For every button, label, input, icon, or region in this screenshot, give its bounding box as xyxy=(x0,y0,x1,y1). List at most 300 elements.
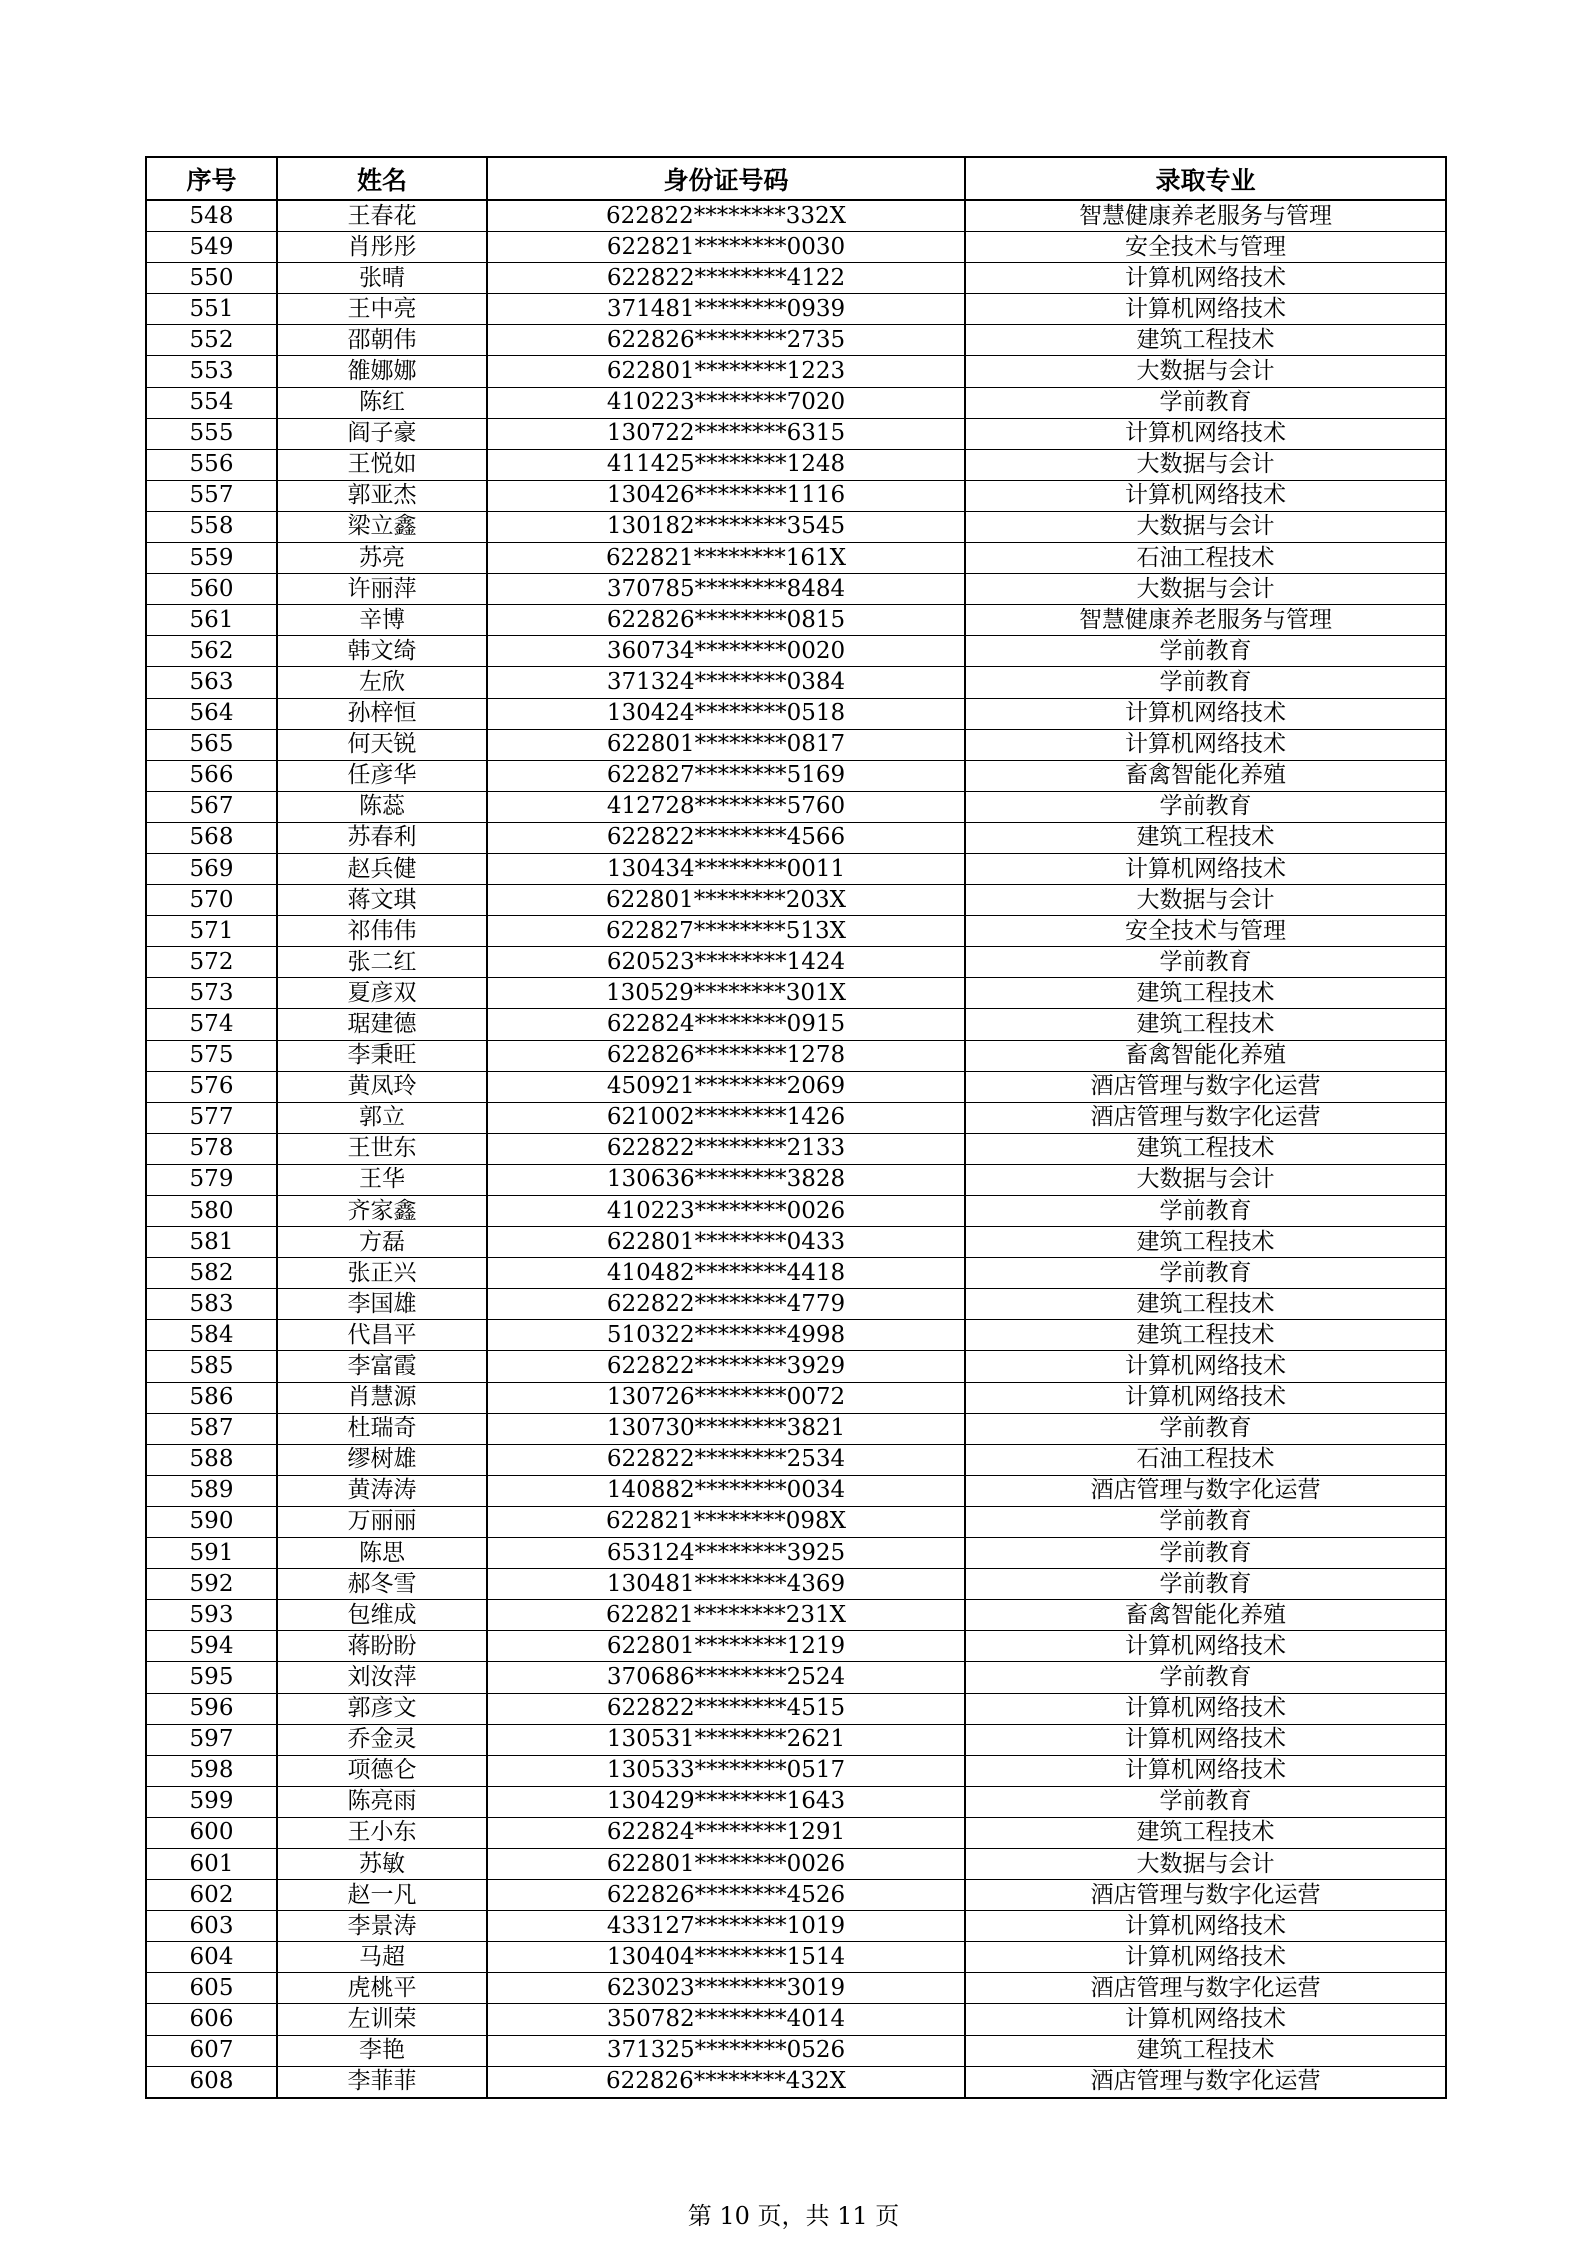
cell-serial: 554 xyxy=(146,387,277,418)
cell-major: 建筑工程技术 xyxy=(965,1320,1446,1351)
cell-serial: 601 xyxy=(146,1848,277,1879)
header-serial: 序号 xyxy=(146,157,277,200)
cell-name: 陈思 xyxy=(277,1538,487,1569)
cell-major: 畜禽智能化养殖 xyxy=(965,1040,1446,1071)
table-row xyxy=(146,1475,1446,1506)
cell-serial: 576 xyxy=(146,1071,277,1102)
cell-major: 大数据与会计 xyxy=(965,449,1446,480)
cell-id-number: 130636********3828 xyxy=(487,1164,965,1195)
cell-name: 郭彦文 xyxy=(277,1693,487,1724)
cell-id-number: 371325********0526 xyxy=(487,2035,965,2066)
table-row xyxy=(146,356,1446,387)
table-row xyxy=(146,232,1446,263)
cell-id-number: 360734********0020 xyxy=(487,636,965,667)
cell-id-number: 622822********4566 xyxy=(487,822,965,853)
cell-serial: 582 xyxy=(146,1258,277,1289)
cell-major: 计算机网络技术 xyxy=(965,1631,1446,1662)
table-row xyxy=(146,294,1446,325)
cell-name: 赵兵健 xyxy=(277,853,487,884)
cell-serial: 586 xyxy=(146,1382,277,1413)
cell-major: 建筑工程技术 xyxy=(965,1289,1446,1320)
cell-id-number: 370785********8484 xyxy=(487,574,965,605)
table-row xyxy=(146,978,1446,1009)
cell-id-number: 411425********1248 xyxy=(487,449,965,480)
header-name: 姓名 xyxy=(277,157,487,200)
cell-id-number: 412728********5760 xyxy=(487,791,965,822)
cell-id-number: 622801********1223 xyxy=(487,356,965,387)
cell-serial: 597 xyxy=(146,1724,277,1755)
table-row xyxy=(146,2004,1446,2035)
table-row xyxy=(146,1942,1446,1973)
cell-name: 郭立 xyxy=(277,1102,487,1133)
table-row xyxy=(146,1880,1446,1911)
cell-major: 计算机网络技术 xyxy=(965,294,1446,325)
cell-major: 石油工程技术 xyxy=(965,543,1446,574)
cell-major: 学前教育 xyxy=(965,387,1446,418)
cell-name: 李国雄 xyxy=(277,1289,487,1320)
cell-name: 苏春利 xyxy=(277,822,487,853)
table-row xyxy=(146,1848,1446,1879)
cell-name: 苏亮 xyxy=(277,543,487,574)
cell-serial: 603 xyxy=(146,1911,277,1942)
cell-name: 韩文绮 xyxy=(277,636,487,667)
cell-serial: 589 xyxy=(146,1475,277,1506)
cell-major: 建筑工程技术 xyxy=(965,1817,1446,1848)
table-row xyxy=(146,387,1446,418)
table-row xyxy=(146,822,1446,853)
table-row xyxy=(146,1009,1446,1040)
cell-major: 智慧健康养老服务与管理 xyxy=(965,200,1446,232)
cell-serial: 604 xyxy=(146,1942,277,1973)
cell-id-number: 130429********1643 xyxy=(487,1786,965,1817)
cell-id-number: 371481********0939 xyxy=(487,294,965,325)
cell-id-number: 622822********4515 xyxy=(487,1693,965,1724)
cell-name: 黄涛涛 xyxy=(277,1475,487,1506)
cell-serial: 600 xyxy=(146,1817,277,1848)
cell-major: 计算机网络技术 xyxy=(965,263,1446,294)
cell-name: 孙梓恒 xyxy=(277,698,487,729)
cell-name: 李菲菲 xyxy=(277,2066,487,2098)
cell-major: 计算机网络技术 xyxy=(965,853,1446,884)
cell-name: 王小东 xyxy=(277,1817,487,1848)
cell-serial: 563 xyxy=(146,667,277,698)
table-row xyxy=(146,853,1446,884)
cell-id-number: 622801********1219 xyxy=(487,1631,965,1662)
cell-name: 王春花 xyxy=(277,200,487,232)
table-row xyxy=(146,1196,1446,1227)
cell-id-number: 622826********2735 xyxy=(487,325,965,356)
cell-major: 学前教育 xyxy=(965,1569,1446,1600)
cell-name: 梁立鑫 xyxy=(277,511,487,542)
table-row xyxy=(146,729,1446,760)
cell-major: 畜禽智能化养殖 xyxy=(965,1600,1446,1631)
table-row xyxy=(146,449,1446,480)
cell-major: 建筑工程技术 xyxy=(965,822,1446,853)
cell-serial: 591 xyxy=(146,1538,277,1569)
cell-id-number: 622827********5169 xyxy=(487,760,965,791)
cell-name: 郭亚杰 xyxy=(277,480,487,511)
cell-major: 酒店管理与数字化运营 xyxy=(965,1880,1446,1911)
cell-id-number: 433127********1019 xyxy=(487,1911,965,1942)
cell-id-number: 622822********2534 xyxy=(487,1444,965,1475)
cell-id-number: 510322********4998 xyxy=(487,1320,965,1351)
table-row xyxy=(146,2035,1446,2066)
cell-major: 石油工程技术 xyxy=(965,1444,1446,1475)
cell-serial: 561 xyxy=(146,605,277,636)
cell-name: 万丽丽 xyxy=(277,1506,487,1537)
cell-major: 学前教育 xyxy=(965,1196,1446,1227)
cell-id-number: 140882********0034 xyxy=(487,1475,965,1506)
cell-name: 方磊 xyxy=(277,1227,487,1258)
table-row xyxy=(146,1600,1446,1631)
cell-serial: 575 xyxy=(146,1040,277,1071)
cell-name: 苏敏 xyxy=(277,1848,487,1879)
cell-serial: 594 xyxy=(146,1631,277,1662)
table-row xyxy=(146,480,1446,511)
cell-id-number: 622821********231X xyxy=(487,1600,965,1631)
table-row xyxy=(146,1973,1446,2004)
cell-name: 阎子豪 xyxy=(277,418,487,449)
cell-name: 张二红 xyxy=(277,947,487,978)
table-row xyxy=(146,791,1446,822)
cell-name: 琚建德 xyxy=(277,1009,487,1040)
cell-serial: 570 xyxy=(146,885,277,916)
table-row xyxy=(146,947,1446,978)
table-row xyxy=(146,1071,1446,1102)
cell-major: 计算机网络技术 xyxy=(965,2004,1446,2035)
cell-major: 畜禽智能化养殖 xyxy=(965,760,1446,791)
table-row xyxy=(146,2066,1446,2098)
table-row xyxy=(146,1444,1446,1475)
cell-serial: 598 xyxy=(146,1755,277,1786)
cell-id-number: 622826********1278 xyxy=(487,1040,965,1071)
table-row xyxy=(146,574,1446,605)
cell-name: 任彦华 xyxy=(277,760,487,791)
cell-id-number: 622822********2133 xyxy=(487,1133,965,1164)
table-row xyxy=(146,543,1446,574)
cell-name: 代昌平 xyxy=(277,1320,487,1351)
cell-serial: 585 xyxy=(146,1351,277,1382)
cell-id-number: 450921********2069 xyxy=(487,1071,965,1102)
cell-name: 李景涛 xyxy=(277,1911,487,1942)
cell-id-number: 410223********0026 xyxy=(487,1196,965,1227)
cell-serial: 578 xyxy=(146,1133,277,1164)
cell-name: 何天锐 xyxy=(277,729,487,760)
cell-serial: 555 xyxy=(146,418,277,449)
table-row xyxy=(146,1817,1446,1848)
cell-id-number: 653124********3925 xyxy=(487,1538,965,1569)
cell-serial: 588 xyxy=(146,1444,277,1475)
cell-major: 计算机网络技术 xyxy=(965,1942,1446,1973)
cell-id-number: 130730********3821 xyxy=(487,1413,965,1444)
cell-major: 酒店管理与数字化运营 xyxy=(965,1102,1446,1133)
cell-serial: 605 xyxy=(146,1973,277,2004)
cell-serial: 551 xyxy=(146,294,277,325)
cell-name: 李艳 xyxy=(277,2035,487,2066)
cell-major: 学前教育 xyxy=(965,667,1446,698)
cell-major: 大数据与会计 xyxy=(965,511,1446,542)
cell-name: 刘汝萍 xyxy=(277,1662,487,1693)
table-header-row xyxy=(146,157,1446,200)
cell-major: 大数据与会计 xyxy=(965,574,1446,605)
header-id-number: 身份证号码 xyxy=(487,157,965,200)
cell-major: 建筑工程技术 xyxy=(965,978,1446,1009)
cell-serial: 583 xyxy=(146,1289,277,1320)
cell-id-number: 130531********2621 xyxy=(487,1724,965,1755)
table-row xyxy=(146,1382,1446,1413)
page-footer: 第 10 页，共 11 页 xyxy=(687,2202,900,2230)
cell-serial: 593 xyxy=(146,1600,277,1631)
table-row xyxy=(146,885,1446,916)
cell-serial: 564 xyxy=(146,698,277,729)
cell-serial: 558 xyxy=(146,511,277,542)
table-row xyxy=(146,1538,1446,1569)
table-row xyxy=(146,605,1446,636)
cell-id-number: 622801********203X xyxy=(487,885,965,916)
cell-serial: 607 xyxy=(146,2035,277,2066)
cell-name: 陈红 xyxy=(277,387,487,418)
cell-major: 学前教育 xyxy=(965,1786,1446,1817)
cell-major: 计算机网络技术 xyxy=(965,1911,1446,1942)
cell-serial: 592 xyxy=(146,1569,277,1600)
cell-major: 学前教育 xyxy=(965,1506,1446,1537)
cell-name: 赵一凡 xyxy=(277,1880,487,1911)
cell-id-number: 622821********161X xyxy=(487,543,965,574)
cell-id-number: 623023********3019 xyxy=(487,1973,965,2004)
table-row xyxy=(146,418,1446,449)
cell-serial: 574 xyxy=(146,1009,277,1040)
cell-major: 酒店管理与数字化运营 xyxy=(965,1071,1446,1102)
cell-id-number: 622801********0433 xyxy=(487,1227,965,1258)
cell-name: 齐家鑫 xyxy=(277,1196,487,1227)
cell-serial: 581 xyxy=(146,1227,277,1258)
table-row xyxy=(146,1351,1446,1382)
cell-id-number: 130481********4369 xyxy=(487,1569,965,1600)
cell-serial: 562 xyxy=(146,636,277,667)
cell-major: 大数据与会计 xyxy=(965,1164,1446,1195)
cell-id-number: 622822********4779 xyxy=(487,1289,965,1320)
cell-serial: 606 xyxy=(146,2004,277,2035)
cell-id-number: 130722********6315 xyxy=(487,418,965,449)
cell-major: 学前教育 xyxy=(965,1413,1446,1444)
cell-id-number: 622827********513X xyxy=(487,916,965,947)
cell-serial: 571 xyxy=(146,916,277,947)
cell-major: 学前教育 xyxy=(965,1538,1446,1569)
cell-id-number: 621002********1426 xyxy=(487,1102,965,1133)
cell-major: 学前教育 xyxy=(965,947,1446,978)
cell-major: 学前教育 xyxy=(965,791,1446,822)
cell-name: 虎桃平 xyxy=(277,1973,487,2004)
cell-serial: 595 xyxy=(146,1662,277,1693)
cell-id-number: 622824********1291 xyxy=(487,1817,965,1848)
cell-serial: 596 xyxy=(146,1693,277,1724)
cell-name: 项德仑 xyxy=(277,1755,487,1786)
table-row xyxy=(146,667,1446,698)
cell-id-number: 130404********1514 xyxy=(487,1942,965,1973)
cell-serial: 557 xyxy=(146,480,277,511)
cell-serial: 580 xyxy=(146,1196,277,1227)
cell-serial: 553 xyxy=(146,356,277,387)
cell-name: 王华 xyxy=(277,1164,487,1195)
cell-serial: 549 xyxy=(146,232,277,263)
cell-major: 计算机网络技术 xyxy=(965,418,1446,449)
cell-id-number: 622801********0817 xyxy=(487,729,965,760)
cell-id-number: 130182********3545 xyxy=(487,511,965,542)
cell-name: 张晴 xyxy=(277,263,487,294)
cell-name: 肖彤彤 xyxy=(277,232,487,263)
header-major: 录取专业 xyxy=(965,157,1446,200)
cell-major: 建筑工程技术 xyxy=(965,1009,1446,1040)
cell-major: 学前教育 xyxy=(965,1258,1446,1289)
cell-major: 大数据与会计 xyxy=(965,356,1446,387)
table-row xyxy=(146,1786,1446,1817)
cell-name: 左训荣 xyxy=(277,2004,487,2035)
cell-id-number: 130529********301X xyxy=(487,978,965,1009)
cell-serial: 572 xyxy=(146,947,277,978)
cell-major: 计算机网络技术 xyxy=(965,1724,1446,1755)
cell-name: 肖慧源 xyxy=(277,1382,487,1413)
table-row xyxy=(146,1569,1446,1600)
cell-id-number: 370686********2524 xyxy=(487,1662,965,1693)
cell-name: 雒娜娜 xyxy=(277,356,487,387)
cell-serial: 584 xyxy=(146,1320,277,1351)
table-row xyxy=(146,636,1446,667)
cell-name: 许丽萍 xyxy=(277,574,487,605)
cell-major: 酒店管理与数字化运营 xyxy=(965,1475,1446,1506)
table-row xyxy=(146,760,1446,791)
cell-name: 张正兴 xyxy=(277,1258,487,1289)
cell-name: 夏彦双 xyxy=(277,978,487,1009)
cell-id-number: 622826********4526 xyxy=(487,1880,965,1911)
table-row xyxy=(146,1102,1446,1133)
cell-name: 缪树雄 xyxy=(277,1444,487,1475)
table-row xyxy=(146,1289,1446,1320)
cell-serial: 573 xyxy=(146,978,277,1009)
table-row xyxy=(146,263,1446,294)
cell-id-number: 622822********332X xyxy=(487,200,965,232)
table-row xyxy=(146,916,1446,947)
cell-name: 郝冬雪 xyxy=(277,1569,487,1600)
cell-name: 乔金灵 xyxy=(277,1724,487,1755)
cell-serial: 587 xyxy=(146,1413,277,1444)
cell-id-number: 622826********432X xyxy=(487,2066,965,2098)
cell-name: 杜瑞奇 xyxy=(277,1413,487,1444)
cell-name: 马超 xyxy=(277,1942,487,1973)
cell-name: 蒋盼盼 xyxy=(277,1631,487,1662)
cell-id-number: 620523********1424 xyxy=(487,947,965,978)
cell-major: 酒店管理与数字化运营 xyxy=(965,2066,1446,2098)
table-row xyxy=(146,1320,1446,1351)
cell-major: 安全技术与管理 xyxy=(965,232,1446,263)
cell-major: 计算机网络技术 xyxy=(965,1351,1446,1382)
admission-table xyxy=(145,156,1447,2099)
cell-major: 建筑工程技术 xyxy=(965,1227,1446,1258)
cell-id-number: 622822********4122 xyxy=(487,263,965,294)
cell-name: 祁伟伟 xyxy=(277,916,487,947)
cell-serial: 548 xyxy=(146,200,277,232)
cell-major: 智慧健康养老服务与管理 xyxy=(965,605,1446,636)
cell-serial: 602 xyxy=(146,1880,277,1911)
cell-major: 学前教育 xyxy=(965,636,1446,667)
cell-name: 王世东 xyxy=(277,1133,487,1164)
cell-serial: 550 xyxy=(146,263,277,294)
cell-id-number: 130533********0517 xyxy=(487,1755,965,1786)
cell-name: 王悦如 xyxy=(277,449,487,480)
cell-serial: 590 xyxy=(146,1506,277,1537)
cell-major: 建筑工程技术 xyxy=(965,1133,1446,1164)
cell-serial: 565 xyxy=(146,729,277,760)
table-row xyxy=(146,1133,1446,1164)
cell-name: 包维成 xyxy=(277,1600,487,1631)
cell-name: 李秉旺 xyxy=(277,1040,487,1071)
cell-id-number: 130426********1116 xyxy=(487,480,965,511)
cell-major: 计算机网络技术 xyxy=(965,1693,1446,1724)
cell-serial: 569 xyxy=(146,853,277,884)
cell-major: 大数据与会计 xyxy=(965,1848,1446,1879)
table-row xyxy=(146,511,1446,542)
cell-id-number: 130434********0011 xyxy=(487,853,965,884)
cell-major: 计算机网络技术 xyxy=(965,1755,1446,1786)
cell-serial: 560 xyxy=(146,574,277,605)
table-row xyxy=(146,1724,1446,1755)
cell-name: 蒋文琪 xyxy=(277,885,487,916)
cell-name: 黄凤玲 xyxy=(277,1071,487,1102)
cell-major: 学前教育 xyxy=(965,1662,1446,1693)
cell-major: 建筑工程技术 xyxy=(965,325,1446,356)
cell-id-number: 622821********098X xyxy=(487,1506,965,1537)
cell-major: 计算机网络技术 xyxy=(965,698,1446,729)
cell-name: 李富霞 xyxy=(277,1351,487,1382)
table-row xyxy=(146,1040,1446,1071)
cell-serial: 566 xyxy=(146,760,277,791)
cell-major: 大数据与会计 xyxy=(965,885,1446,916)
cell-name: 左欣 xyxy=(277,667,487,698)
cell-serial: 608 xyxy=(146,2066,277,2098)
cell-name: 辛博 xyxy=(277,605,487,636)
cell-id-number: 130726********0072 xyxy=(487,1382,965,1413)
table-row xyxy=(146,1911,1446,1942)
cell-serial: 559 xyxy=(146,543,277,574)
cell-id-number: 410223********7020 xyxy=(487,387,965,418)
cell-name: 陈蕊 xyxy=(277,791,487,822)
table-row xyxy=(146,698,1446,729)
cell-serial: 567 xyxy=(146,791,277,822)
cell-serial: 579 xyxy=(146,1164,277,1195)
cell-serial: 577 xyxy=(146,1102,277,1133)
cell-id-number: 371324********0384 xyxy=(487,667,965,698)
table-row xyxy=(146,1164,1446,1195)
table-row xyxy=(146,1662,1446,1693)
cell-id-number: 350782********4014 xyxy=(487,2004,965,2035)
cell-id-number: 622821********0030 xyxy=(487,232,965,263)
cell-major: 安全技术与管理 xyxy=(965,916,1446,947)
cell-id-number: 622801********0026 xyxy=(487,1848,965,1879)
table-row xyxy=(146,1258,1446,1289)
cell-id-number: 622824********0915 xyxy=(487,1009,965,1040)
cell-id-number: 622822********3929 xyxy=(487,1351,965,1382)
table-row xyxy=(146,325,1446,356)
cell-serial: 552 xyxy=(146,325,277,356)
cell-major: 计算机网络技术 xyxy=(965,480,1446,511)
cell-major: 酒店管理与数字化运营 xyxy=(965,1973,1446,2004)
table-row xyxy=(146,1413,1446,1444)
cell-name: 邵朝伟 xyxy=(277,325,487,356)
table-row xyxy=(146,1755,1446,1786)
table-row xyxy=(146,1227,1446,1258)
cell-serial: 599 xyxy=(146,1786,277,1817)
cell-serial: 556 xyxy=(146,449,277,480)
cell-major: 建筑工程技术 xyxy=(965,2035,1446,2066)
